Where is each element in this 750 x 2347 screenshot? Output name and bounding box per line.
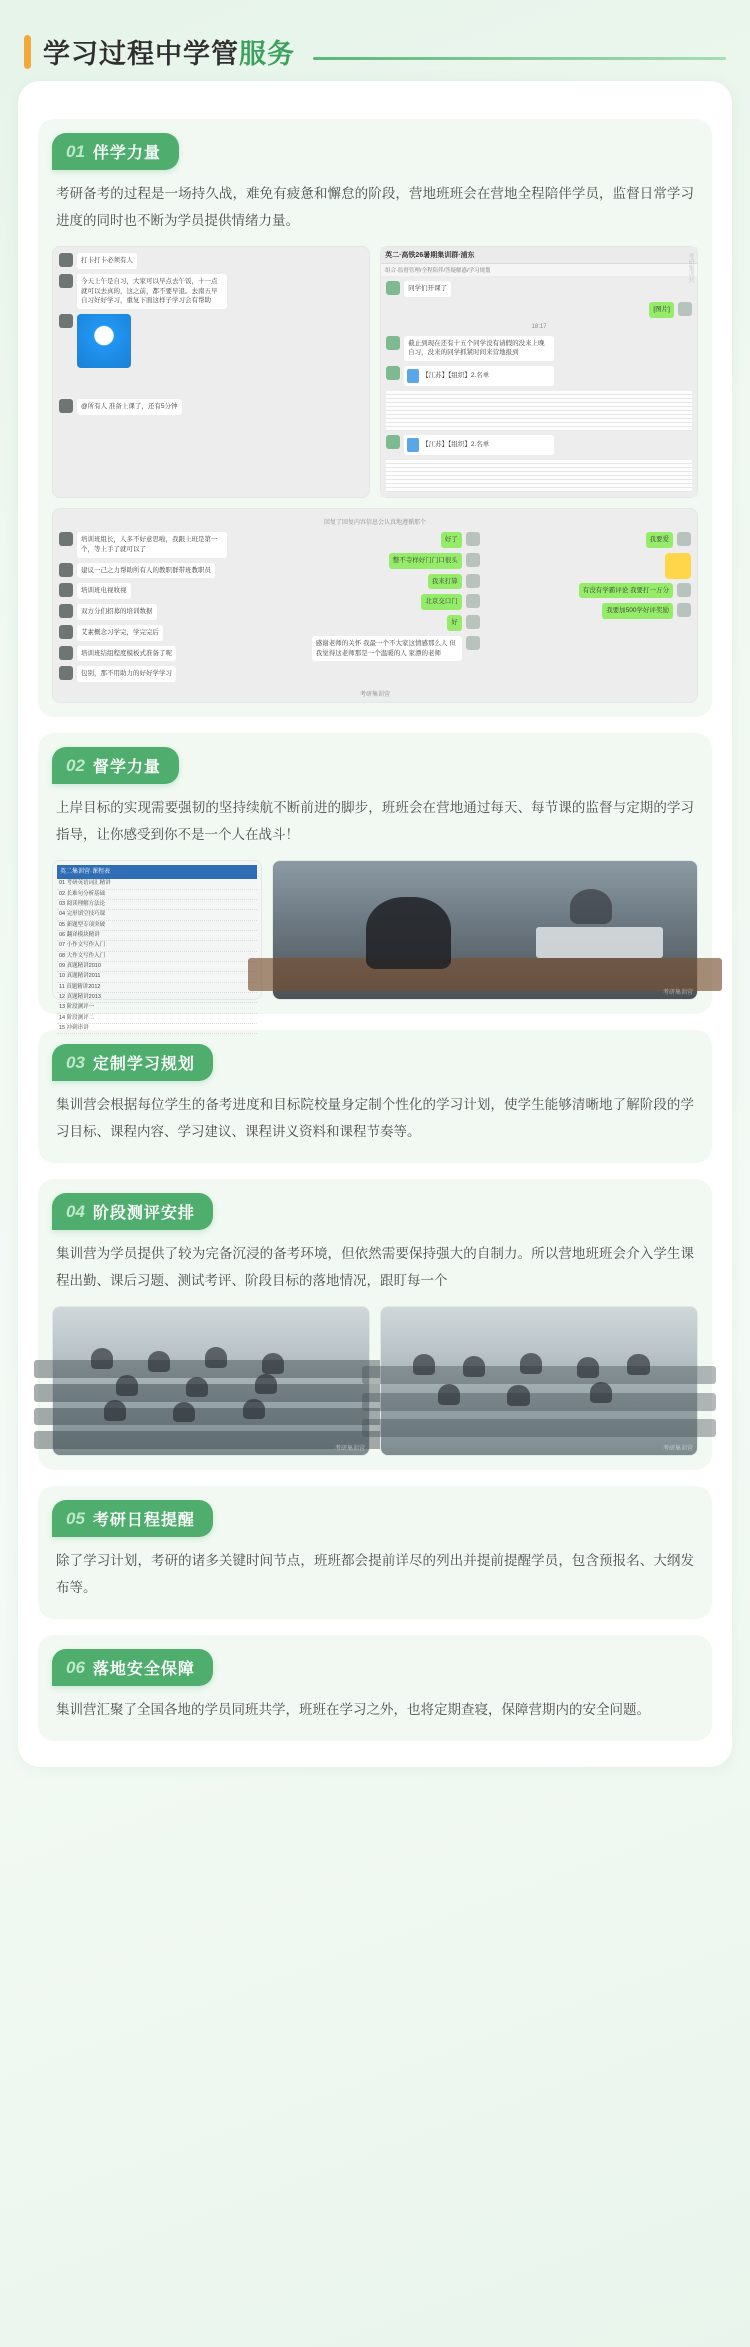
- table-preview: [386, 460, 692, 492]
- avatar: [466, 615, 480, 629]
- chat-bubble: 今天上午是自习，大家可以早点去午饭，十一点就可以去真的，这之前，都不要早退。去南五早自习好好学习，重复下面这样子学习会有帮助: [77, 274, 227, 309]
- section-02-name: 督学力量: [92, 759, 161, 776]
- content-card: [18, 81, 732, 1767]
- course-list-item: 05 新题型专项突破: [57, 921, 257, 931]
- chat-bubble: 感谢老师的关怀 我最一个不大家这情感那么人 但我觉得这老师那是一个温暖的人 家漂的老师: [312, 636, 462, 662]
- avatar: [59, 666, 73, 680]
- doraemon-sticker-icon: [77, 314, 131, 368]
- course-list-item: 08 大作文写作入门: [57, 952, 257, 962]
- chat-message: [270, 615, 479, 631]
- chat-bubble: 培训班结组程度模板式准备了呢: [77, 646, 176, 662]
- course-list-item: 14 阶段测评二: [57, 1014, 257, 1024]
- avatar: [59, 604, 73, 618]
- section-01-name: 伴学力量: [92, 145, 161, 162]
- section-03-body: 集训营会根据每位学生的备考进度和目标院校量身定制个性化的学习计划，使学生能够清晰地了解阶段的学习目标、课程内容、学习建议、课程讲义资料和课程节奏等。: [56, 1097, 694, 1139]
- file-card[interactable]: [404, 366, 554, 386]
- emoji-sticker-icon: [665, 553, 691, 579]
- chat-message: [386, 281, 692, 297]
- chat-group-subtitle: 组合·监督管理/全程陪伴/答疑解惑/学习规划: [381, 264, 697, 276]
- course-list-item: 02 长难句分析基础: [57, 890, 257, 900]
- chat-screenshot-right: [380, 246, 698, 498]
- chat-message: [270, 532, 479, 548]
- chat-bubble: 我来打算: [428, 574, 462, 590]
- course-list-item: 15 冲刺串讲: [57, 1024, 257, 1034]
- section-02-tag: [52, 747, 179, 784]
- section-01-images: [38, 238, 712, 703]
- chat-bubble: 截止到现在还有十五个同学没有请假的没来上晚自习，没来的同学抓紧时间来营地报到: [404, 336, 554, 362]
- course-list-item: 09 真题精讲2010: [57, 962, 257, 972]
- chat-bubble: 双方分们招募的培训数据: [77, 604, 157, 620]
- avatar: [386, 366, 400, 380]
- section-04-images: [38, 1298, 712, 1456]
- avatar: [466, 594, 480, 608]
- avatar: [59, 314, 73, 328]
- avatar: [386, 435, 400, 449]
- section-01-tag: [52, 133, 179, 170]
- chat-bubble: 好了: [441, 532, 462, 548]
- course-list-item: 07 小作文写作入门: [57, 941, 257, 951]
- chat-message: [270, 636, 479, 662]
- avatar: [677, 603, 691, 617]
- section-04: [38, 1179, 712, 1470]
- course-list-item: 01 考研英语词汇精讲: [57, 879, 257, 889]
- section-06-body: 集训营汇聚了全国各地的学员同班共学，班班在学习之外，也将定期查寝，保障营期内的安全问题。: [56, 1702, 650, 1717]
- chat-message: [59, 583, 262, 599]
- section-04-number: 04: [66, 1201, 85, 1221]
- chat-bubble: 北京交口门: [421, 594, 462, 610]
- section-04-name: 阶段测评安排: [92, 1205, 195, 1222]
- avatar: [59, 253, 73, 267]
- avatar: [59, 399, 73, 413]
- avatar: [386, 281, 400, 295]
- title-underline: [313, 57, 726, 60]
- course-list-item: 06 翻译模块精讲: [57, 931, 257, 941]
- chat-message: [59, 532, 262, 558]
- chat-bubble: 同学们开课了: [404, 281, 451, 297]
- avatar: [466, 636, 480, 650]
- chat-message: [488, 532, 691, 548]
- chat-message: [270, 594, 479, 610]
- avatar: [59, 274, 73, 288]
- chat-message: [488, 603, 691, 619]
- chat-message: [59, 604, 262, 620]
- file-icon: [407, 438, 419, 452]
- title-accent: 服务: [239, 39, 295, 69]
- file-icon: [407, 369, 419, 383]
- chat-message: [59, 563, 262, 579]
- chat-bubble: 艾素概念习学完，学完完后: [77, 625, 163, 641]
- chat-message: [59, 625, 262, 641]
- chat-bubble: 培训班电视收视: [77, 583, 131, 599]
- section-01-body: 考研备考的过程是一场持久战，难免有疲惫和懈怠的阶段，营地班班会在营地全程陪伴学员，监督日常学习进度的同时也不断为学员提供情绪力量。: [56, 186, 694, 228]
- page-title: [18, 18, 732, 81]
- avatar: [678, 302, 692, 316]
- chat-bubble: [图片]: [649, 302, 674, 318]
- chat-message: [488, 583, 691, 599]
- chat-message-file: [386, 435, 692, 455]
- chat-message: [386, 336, 692, 362]
- chat-timestamp: 18:17: [531, 323, 547, 330]
- avatar: [386, 336, 400, 350]
- section-04-tag: [52, 1193, 213, 1230]
- chat-bubble: 打卡打卡必须有人: [77, 253, 137, 269]
- course-list-item: 04 完形填空技巧课: [57, 910, 257, 920]
- chat-bubble: 好: [447, 615, 462, 631]
- avatar: [59, 625, 73, 639]
- section-05-tag: [52, 1500, 213, 1537]
- section-06-tag: [52, 1649, 213, 1686]
- watermark: 考研集训营: [662, 1446, 693, 1452]
- file-card[interactable]: [404, 435, 554, 455]
- chat-message: [59, 253, 363, 269]
- title-text: [43, 32, 295, 71]
- avatar: [59, 583, 73, 597]
- chat-bubble: 培训班组长，人多不好意思啦，我跟上班是第一个，等上手了就可以了: [77, 532, 227, 558]
- chat-bubble: 有没有学霸评论 我要打一万分: [579, 583, 673, 599]
- title-accent-bar: [24, 35, 31, 69]
- watermark: 考研集训营: [334, 1446, 365, 1452]
- chat-message-file: [386, 366, 692, 386]
- section-06-name: 落地安全保障: [92, 1661, 195, 1678]
- title-main: 学习过程中学管: [43, 39, 239, 69]
- teacher-office-photo: [272, 860, 698, 1000]
- section-03-name: 定制学习规划: [92, 1056, 195, 1073]
- course-list-item: 12 真题精讲2013: [57, 993, 257, 1003]
- section-02: [38, 733, 712, 1031]
- chat-message: [270, 574, 479, 590]
- course-list-screenshot: [52, 860, 262, 1031]
- course-list-item: 03 阅读理解方法论: [57, 900, 257, 910]
- file-name: 【江苏】【组织】2.名单: [422, 372, 490, 380]
- chat-group-title: 英二·高铁26暑期集训群·浦东: [381, 247, 697, 264]
- course-list-item: 13 阶段测评一: [57, 1003, 257, 1013]
- avatar: [59, 532, 73, 546]
- chat-message: [59, 274, 363, 309]
- chat-message: [59, 646, 262, 662]
- section-06-number: 06: [66, 1657, 85, 1677]
- section-03-number: 03: [66, 1052, 85, 1072]
- watermark: 考研集训营: [662, 990, 693, 996]
- section-03: [38, 1030, 712, 1163]
- chat-message: [270, 553, 479, 569]
- chat-system-note: 回复了回复内容信息会认真地遵循那个: [323, 520, 426, 526]
- section-05: [38, 1486, 712, 1619]
- section-02-body: 上岸目标的实现需要强韧的坚持续航不断前进的脚步，班班会在营地通过每天、每节课的监督与定期的学习指导，让你感受到你不是一个人在战斗！: [56, 800, 694, 842]
- section-04-body: 集训营为学员提供了较为完备沉浸的备考环境，但依然需要保持强大的自制力。所以营地班班会介入学生课程出勤、课后习题、测试考评、阶段目标的落地情况，跟盯每一个: [56, 1246, 694, 1288]
- section-02-number: 02: [66, 755, 85, 775]
- chat-bubble: @所有人 准备上课了，还有5分钟: [77, 399, 182, 415]
- chat-bubble: 我要爱: [646, 532, 674, 548]
- chat-message: [59, 399, 363, 415]
- classroom-photo-left: [52, 1306, 370, 1456]
- chat-bubble: 我要加500学好评奖励: [602, 603, 673, 619]
- classroom-photo-right: [380, 1306, 698, 1456]
- section-05-number: 05: [66, 1508, 85, 1528]
- avatar: [677, 532, 691, 546]
- chat-message-image: [59, 314, 363, 368]
- file-name: 【江苏】【组织】2.名单: [422, 441, 490, 449]
- section-05-name: 考研日程提醒: [92, 1512, 195, 1529]
- chat-footer-note: 考研集训营: [359, 692, 390, 698]
- section-03-tag: [52, 1044, 213, 1081]
- avatar: [466, 553, 480, 567]
- avatar: [677, 583, 691, 597]
- course-list-item: 11 真题精讲2012: [57, 983, 257, 993]
- section-06: [38, 1635, 712, 1741]
- chat-bubble: 整不寺样好门门口很头: [389, 553, 462, 569]
- avatar: [466, 532, 480, 546]
- table-preview: [386, 391, 692, 431]
- avatar: [59, 646, 73, 660]
- section-02-images: [38, 852, 712, 1031]
- section-01: [38, 119, 712, 717]
- chat-screenshot-left: [52, 246, 370, 498]
- chat-screenshot-bottom: [52, 508, 698, 703]
- avatar: [59, 563, 73, 577]
- chat-message: [59, 666, 262, 682]
- course-list-title: 英二集训营·课程表: [57, 865, 257, 879]
- watermark: 考研集训营: [687, 253, 693, 283]
- section-01-number: 01: [66, 141, 85, 161]
- chat-message: [386, 302, 692, 318]
- avatar: [466, 574, 480, 588]
- course-list-item: 10 真题精讲2011: [57, 972, 257, 982]
- chat-bubble: 建议一己之力帮助所有人的教职群带班教职员: [77, 563, 215, 579]
- chat-bubble: 包别，那不用助力的好好学学习: [77, 666, 176, 682]
- section-05-body: 除了学习计划，考研的诸多关键时间节点，班班都会提前详尽的列出并提前提醒学员，包含预报名、大纲发布等。: [56, 1553, 694, 1595]
